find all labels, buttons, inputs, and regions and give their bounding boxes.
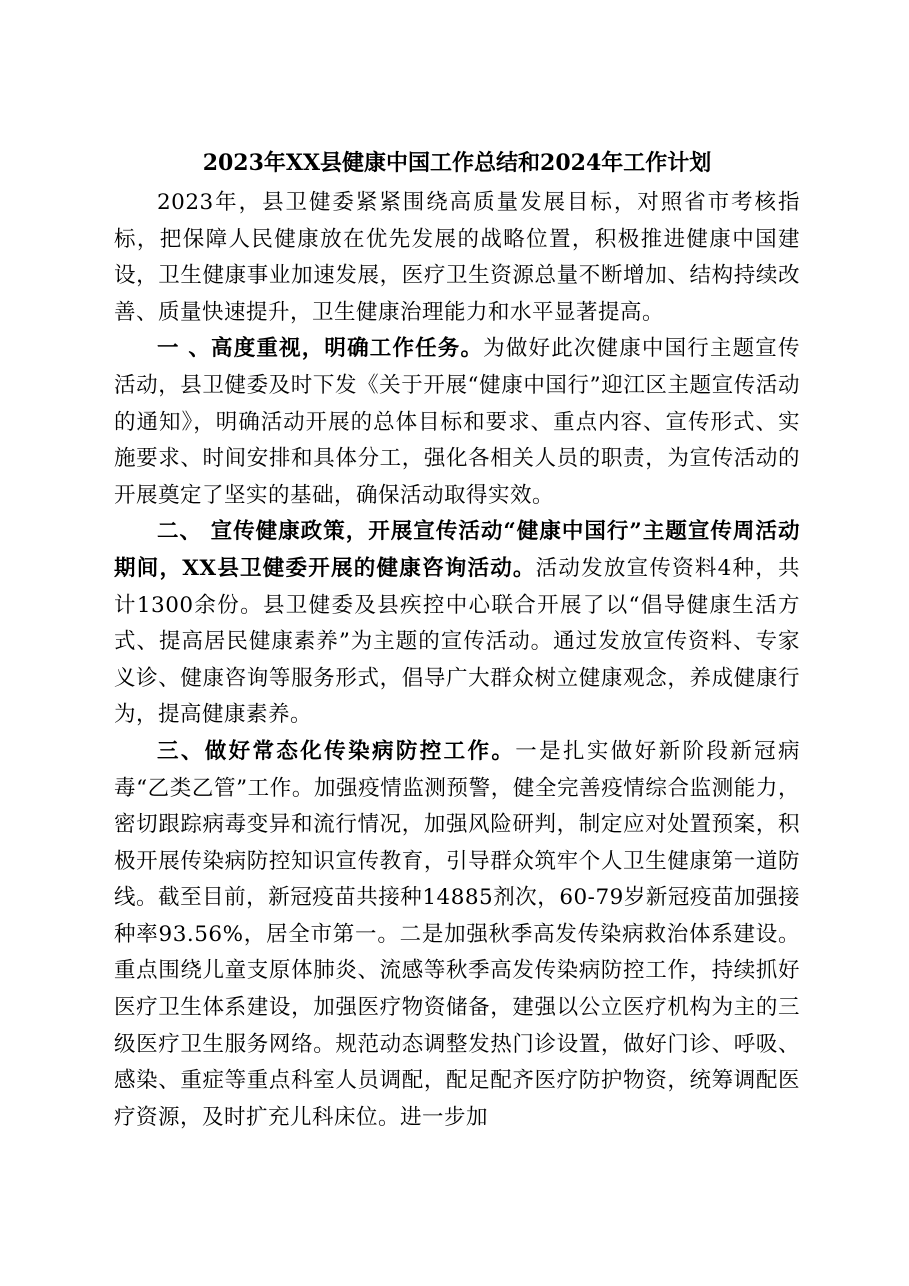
- intro-paragraph: 2023年，县卫健委紧紧围绕高质量发展目标，对照省市考核指标，把保障人民健康放在优先发展的战略位置，积极推进健康中国建设，卫生健康事业加速发展，医疗卫生资源总量不断增加、结构持续改善、质量快速提升，卫生健康治理能力和水平显著提高。: [114, 190, 800, 325]
- document-title: 2023年XX县健康中国工作总结和2024年工作计划: [202, 150, 712, 176]
- section-1-paragraph: [114, 331, 800, 514]
- section-2-heading: 二、 宣传健康政策，开展宣传活动“健康中国行”主题宣传周活动期间，XX县卫健委开展的健康咨询活动。: [114, 519, 800, 581]
- section-3-heading: 三、做好常态化传染病防控工作。: [157, 738, 516, 764]
- section-1-body: 为做好此次健康中国行主题宣传活动，县卫健委及时下发《关于开展“健康中国行”迎江区主题宣传活动的通知》，明确活动开展的总体目标和要求、重点内容、宣传形式、实施要求、时间安排和具体分工，强化各相关人员的职责，为宣传活动的开展奠定了坚实的基础，确保活动取得实效。: [114, 336, 800, 508]
- section-2-body: 活动发放宣传资料4种，共计1300余份。县卫健委及县疾控中心联合开展了以“倡导健康生活方式、提高居民健康素养”为主题的宣传活动。通过发放宣传资料、专家义诊、健康咨询等服务形式，倡导广大群众树立健康观念，养成健康行为，提高健康素养。: [114, 555, 800, 728]
- section-2-paragraph: [114, 514, 800, 734]
- section-1-heading: 一 、高度重视，明确工作任务。: [157, 336, 484, 362]
- section-3-body: 一是扎实做好新阶段新冠病毒“乙类乙管”工作。加强疫情监测预警，健全完善疫情综合监测能力，密切跟踪病毒变异和流行情况，加强风险研判，制定应对处置预案，积极开展传染病防控知识宣传教育，引导群众筑牢个人卫生健康第一道防线。截至目前，新冠疫苗共接种14885剂次，60-79岁新冠疫苗加强接种率93.56%，居全市第一。二是加强秋季高发传染病救治体系建设。重点围绕儿童支原体肺炎、流感等秋季高发传染病防控工作，持续抓好医疗卫生体系建设，加强医疗物资储备，建强以公立医疗机构为主的三级医疗卫生服务网络。规范动态调整发热门诊设置，做好门诊、呼吸、感染、重症等重点科室人员调配，配足配齐医疗防护物资，统筹调配医疗资源，及时扩充儿科床位。进一步加: [114, 738, 800, 1130]
- document-body: [114, 141, 800, 1136]
- section-3-paragraph: [114, 734, 800, 1137]
